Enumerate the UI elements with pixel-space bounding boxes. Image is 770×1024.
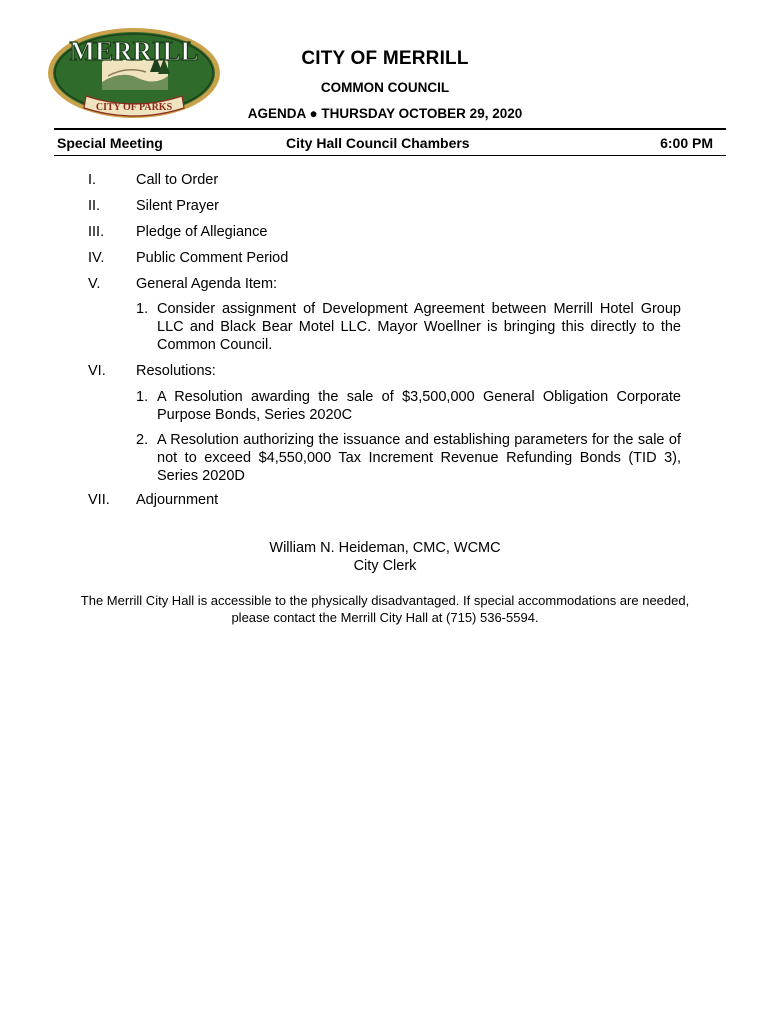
agenda-subitem-number: 1. xyxy=(136,389,149,405)
header-city-title: CITY OF MERRILL xyxy=(301,48,469,69)
accessibility-note-line2: please contact the Merrill City Hall at (715) 536-5594. xyxy=(231,610,539,625)
agenda-item-number: IV. xyxy=(88,250,105,266)
agenda-item-number: III. xyxy=(88,224,105,240)
agenda-subitem-number: 2. xyxy=(136,432,149,448)
agenda-item-text: Adjournment xyxy=(136,492,219,508)
agenda-item-number: II. xyxy=(88,198,101,214)
logo-city-of-parks-text: CITY OF PARKS xyxy=(95,102,173,113)
agenda-subitem-text: Consider assignment of Development Agreement between Merrill Hotel Group LLC and Black Bear Motel LLC. Mayor Woellner is bringing this directly to the Common Council. xyxy=(157,301,681,353)
agenda-subitem xyxy=(136,431,681,485)
clerk-title: City Clerk xyxy=(353,558,417,574)
header-rule-bottom xyxy=(54,155,726,156)
agenda-item-text: General Agenda Item: xyxy=(136,276,278,292)
clerk-name: William N. Heideman, CMC, WCMC xyxy=(269,540,501,556)
header-rule-top xyxy=(54,128,726,130)
agenda-item-number: V. xyxy=(88,276,101,292)
meeting-time: 6:00 PM xyxy=(660,135,713,151)
agenda-subitem-number: 1. xyxy=(136,301,149,317)
agenda-item-text: Call to Order xyxy=(136,172,219,188)
agenda-subitem-text: A Resolution authorizing the issuance and establishing parameters for the sale of not to exceed $4,550,000 Tax Increment Revenue Refunding Bonds (TID 3), Series 2020D xyxy=(157,432,681,484)
agenda-item-number: VI. xyxy=(88,363,106,379)
agenda-item-text: Resolutions: xyxy=(136,363,216,379)
header-council-name: COMMON COUNCIL xyxy=(320,80,450,95)
meeting-location: City Hall Council Chambers xyxy=(286,135,470,151)
agenda-item-text: Pledge of Allegiance xyxy=(136,224,268,240)
agenda-subitem xyxy=(136,300,681,354)
logo-merrill-text: MERRILL xyxy=(69,36,199,66)
accessibility-note-line1: The Merrill City Hall is accessible to the physically disadvantaged. If special accommodations are needed, xyxy=(80,593,690,608)
header-agenda-date: AGENDA ● THURSDAY OCTOBER 29, 2020 xyxy=(247,106,523,121)
agenda-subitem xyxy=(136,388,681,424)
meeting-type: Special Meeting xyxy=(57,135,163,151)
agenda-item-number: VII. xyxy=(88,492,110,508)
agenda-subitem-text: A Resolution awarding the sale of $3,500,000 General Obligation Corporate Purpose Bonds, Series 2020C xyxy=(157,389,681,423)
agenda-item-text: Public Comment Period xyxy=(136,250,289,266)
agenda-item-number: I. xyxy=(88,172,97,188)
agenda-item-text: Silent Prayer xyxy=(136,198,220,214)
